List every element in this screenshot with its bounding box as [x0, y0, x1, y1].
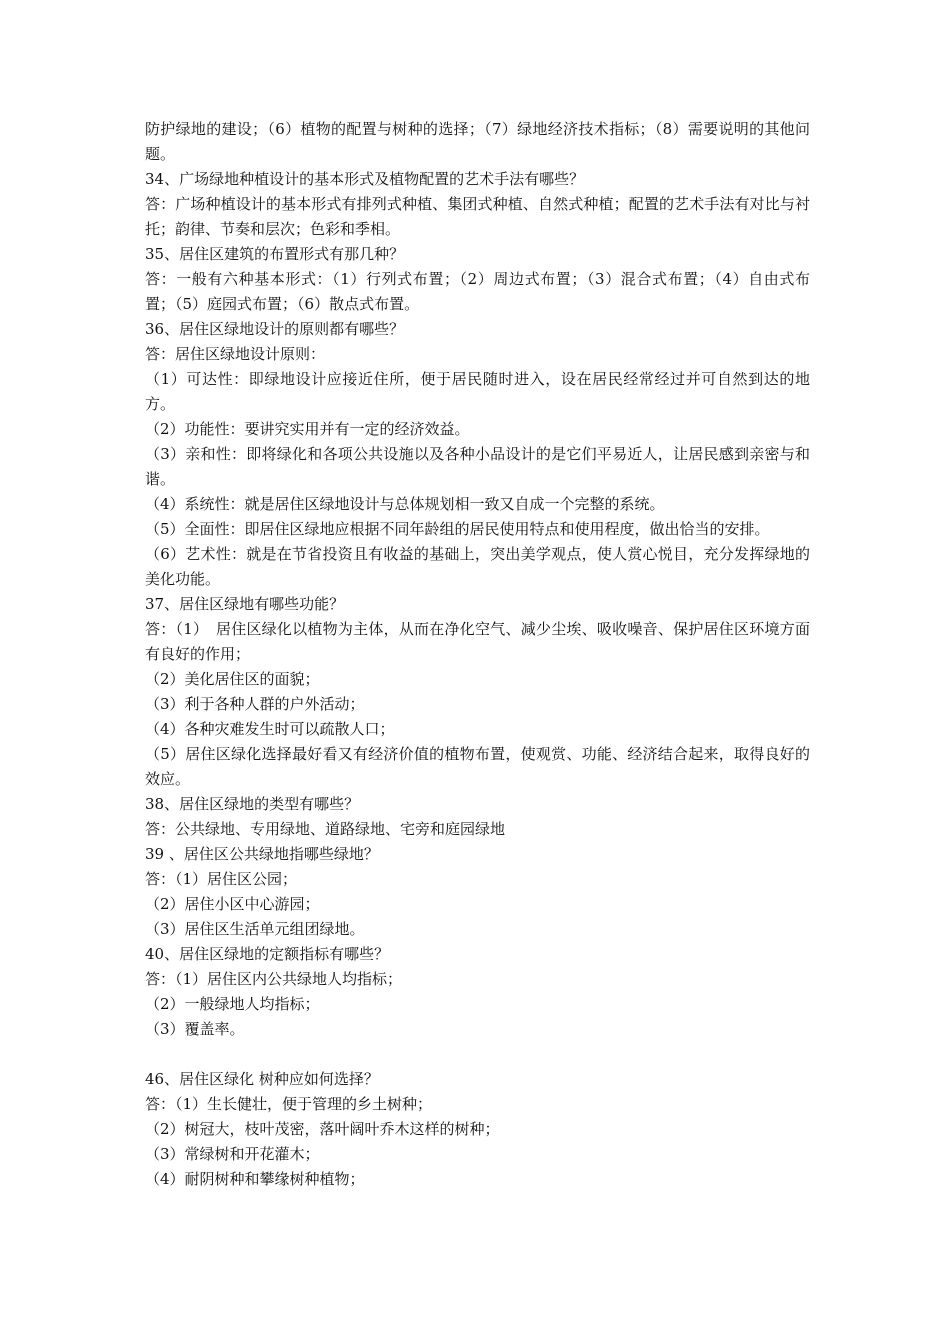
- question-39: 39 、居住区公共绿地指哪些绿地？: [145, 845, 379, 863]
- answer-46-item-4: （4）耐阴树种和攀缘树种植物；: [145, 1170, 365, 1188]
- answer-46-item-1: 答：（1）生长健壮，便于管理的乡土树种；: [145, 1095, 433, 1113]
- paragraph-01: 防护绿地的建设；（6）植物的配置与树种的选择；（7）绿地经济技术指标；（8）需要说明的其他问题。: [145, 120, 810, 163]
- answer-37-item-4: （4）各种灾难发生时可以疏散人口；: [145, 720, 395, 738]
- document-body: [145, 117, 810, 1192]
- answer-36-intro: 答：居住区绿地设计原则：: [145, 345, 326, 363]
- answer-36-item-1: （1）可达性：即绿地设计应接近住所，便于居民随时进入，设在居民经常经过并可自然到达的地方。: [145, 370, 810, 413]
- answer-35: 答：一般有六种基本形式：（1）行列式布置；（2）周边式布置；（3）混合式布置；（4）自由式布置；（5）庭园式布置；（6）散点式布置。: [145, 270, 810, 313]
- answer-39-item-2: （2）居住小区中心游园；: [145, 895, 320, 913]
- answer-37-item-3: （3）利于各种人群的户外活动；: [145, 695, 365, 713]
- answer-36-item-4: （4）系统性：就是居住区绿地设计与总体规划相一致又自成一个完整的系统。: [145, 495, 665, 513]
- question-40: 40、居住区绿地的定额指标有哪些？: [145, 945, 390, 963]
- answer-37-item-2: （2）美化居住区的面貌；: [145, 670, 320, 688]
- answer-37-item-5: （5）居住区绿化选择最好看又有经济价值的植物布置，使观赏、功能、经济结合起来，取得良好的效应。: [145, 745, 810, 788]
- answer-40-item-1: 答：（1）居住区内公共绿地人均指标；: [145, 970, 403, 988]
- answer-46-item-2: （2）树冠大，枝叶茂密，落叶阔叶乔木这样的树种；: [145, 1120, 500, 1138]
- answer-46-item-3: （3）常绿树和开花灌木；: [145, 1145, 320, 1163]
- answer-40-item-2: （2）一般绿地人均指标；: [145, 995, 320, 1013]
- answer-37-item-1: 答：（1） 居住区绿化以植物为主体，从而在净化空气、减少尘埃、吸收噪音、保护居住区环境方面有良好的作用；: [145, 620, 810, 663]
- answer-39-item-3: （3）居住区生活单元组团绿地。: [145, 920, 365, 938]
- question-35: 35、居住区建筑的布置形式有那几种？: [145, 245, 405, 263]
- answer-36-item-3: （3）亲和性：即将绿化和各项公共设施以及各种小品设计的是它们平易近人，让居民感到亲密与和谐。: [145, 445, 810, 488]
- answer-36-item-2: （2）功能性：要讲究实用并有一定的经济效益。: [145, 420, 470, 438]
- question-38: 38、居住区绿地的类型有哪些？: [145, 795, 360, 813]
- blank-line: [145, 1042, 810, 1067]
- question-37: 37、居住区绿地有哪些功能？: [145, 595, 345, 613]
- answer-38: 答：公共绿地、专用绿地、道路绿地、宅旁和庭园绿地: [145, 820, 506, 838]
- answer-39-item-1: 答：（1）居住区公园；: [145, 870, 298, 888]
- answer-36-item-6: （6）艺术性：就是在节省投资且有收益的基础上，突出美学观点，使人赏心悦目，充分发挥绿地的美化功能。: [145, 545, 810, 588]
- answer-40-item-3: （3）覆盖率。: [145, 1020, 245, 1038]
- answer-34: 答：广场种植设计的基本形式有排列式种植、集团式种植、自然式种植；配置的艺术手法有对比与衬托；韵律、节奏和层次；色彩和季相。: [145, 195, 810, 238]
- question-46: 46、居住区绿化 树种应如何选择？: [145, 1070, 379, 1088]
- question-34: 34、广场绿地种植设计的基本形式及植物配置的艺术手法有哪些？: [145, 170, 585, 188]
- answer-36-item-5: （5）全面性：即居住区绿地应根据不同年龄组的居民使用特点和使用程度，做出恰当的安排。: [145, 520, 770, 538]
- question-36: 36、居住区绿地设计的原则都有哪些？: [145, 320, 405, 338]
